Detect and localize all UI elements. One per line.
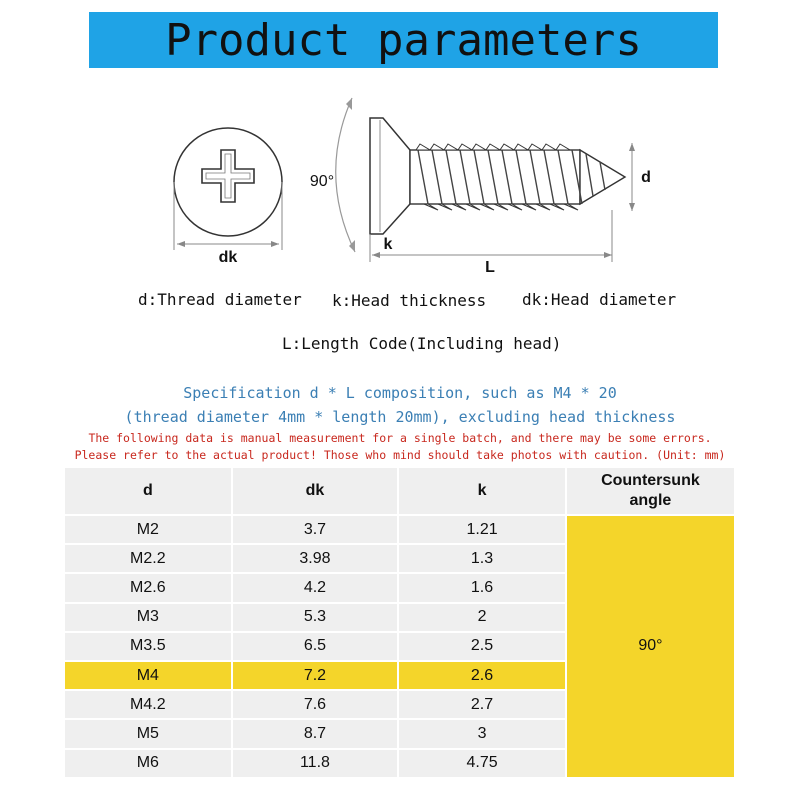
- cell-dk: 11.8: [233, 750, 400, 779]
- cell-dk: 6.5: [233, 633, 400, 662]
- cell-d: M3.5: [65, 633, 233, 662]
- header-d: d: [65, 468, 233, 516]
- spec-line-1: Specification d * L composition, such as M4 * 20: [183, 384, 617, 402]
- d-dimension-label: d: [641, 169, 651, 186]
- cell-d: M2.6: [65, 574, 233, 603]
- angle-label: 90°: [309, 173, 335, 190]
- screw-side-view: [310, 98, 651, 276]
- cell-dk: 7.2: [233, 662, 400, 691]
- legend-head-thickness: k:Head thickness: [332, 291, 487, 310]
- screw-diagram: [0, 80, 800, 280]
- cell-k: 2.6: [399, 662, 567, 691]
- legend-thread-diameter: d:Thread diameter: [138, 290, 302, 309]
- table-body: [65, 516, 736, 779]
- cell-dk: 5.3: [233, 604, 400, 633]
- note-line-1: The following data is manual measurement for a single batch, and there may be some errors.: [88, 431, 712, 445]
- dk-dimension-label: dk: [218, 249, 238, 266]
- legend-length-code: L:Length Code(Including head): [282, 334, 562, 353]
- cell-dk: 4.2: [233, 574, 400, 603]
- countersunk-angle-value: 90°: [567, 516, 736, 779]
- legend-head-diameter: dk:Head diameter: [522, 290, 677, 309]
- cell-d: M5: [65, 720, 233, 749]
- k-dimension-label: k: [383, 236, 393, 253]
- cell-d: M4.2: [65, 691, 233, 720]
- cell-d: M3: [65, 604, 233, 633]
- header-dk: dk: [233, 468, 400, 516]
- cell-k: 1.3: [399, 545, 567, 574]
- cell-d: M4: [65, 662, 233, 691]
- cell-k: 1.21: [399, 516, 567, 545]
- parameters-table: [65, 468, 736, 779]
- L-dimension-label: L: [485, 259, 495, 276]
- cell-d: M2: [65, 516, 233, 545]
- note-line-2: Please refer to the actual product! Those who mind should take photos with caution. (Unit: mm): [74, 448, 726, 462]
- page-title: Product parameters: [165, 14, 642, 66]
- header-k: k: [399, 468, 567, 516]
- cell-d: M6: [65, 750, 233, 779]
- cell-k: 2: [399, 604, 567, 633]
- cell-dk: 8.7: [233, 720, 400, 749]
- cell-d: M2.2: [65, 545, 233, 574]
- table-row: [65, 516, 736, 545]
- cell-dk: 3.98: [233, 545, 400, 574]
- cell-k: 1.6: [399, 574, 567, 603]
- header-countersunk-angle: [567, 468, 736, 516]
- cell-k: 2.5: [399, 633, 567, 662]
- cell-k: 4.75: [399, 750, 567, 779]
- cell-dk: 7.6: [233, 691, 400, 720]
- title-banner: [89, 12, 718, 68]
- cell-k: 2.7: [399, 691, 567, 720]
- header-countersunk-angle-label: Countersunk angle: [601, 472, 700, 509]
- cell-dk: 3.7: [233, 516, 400, 545]
- screw-head-top-view: [174, 128, 282, 266]
- cell-k: 3: [399, 720, 567, 749]
- spec-line-2: (thread diameter 4mm * length 20mm), excluding head thickness: [124, 408, 676, 426]
- table-header-row: [65, 468, 736, 516]
